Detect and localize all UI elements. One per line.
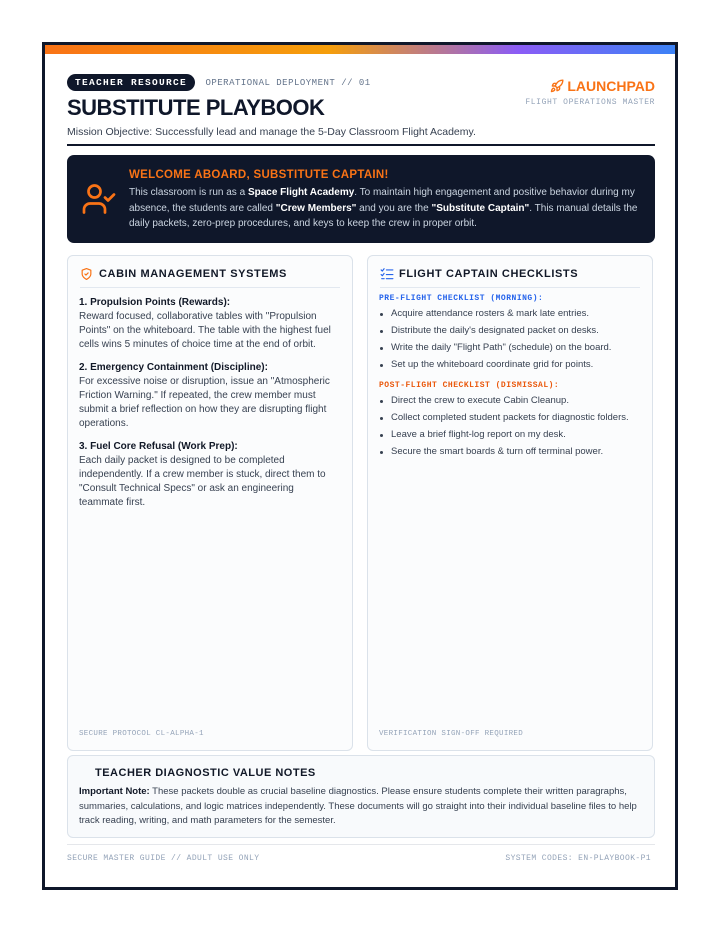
postflight-list — [379, 395, 641, 458]
list-item: Direct the crew to execute Cabin Cleanup. — [379, 395, 641, 407]
welcome-emphasis: "Substitute Captain" — [431, 202, 530, 214]
rule-item — [79, 296, 341, 352]
deployment-label: OPERATIONAL DEPLOYMENT // 01 — [205, 77, 371, 88]
page-title: SUBSTITUTE PLAYBOOK — [67, 95, 325, 120]
cabin-rules-list — [79, 296, 341, 519]
checklists-card-footer: VERIFICATION SIGN-OFF REQUIRED — [379, 730, 524, 738]
footer-divider — [67, 844, 655, 845]
header-divider — [67, 144, 655, 146]
list-item: Secure the smart boards & turn off terminal power. — [379, 446, 641, 458]
checklists-card — [367, 255, 653, 751]
brand-block — [525, 78, 655, 107]
brand-subtitle: FLIGHT OPERATIONS MASTER — [525, 98, 655, 107]
brand-logo — [525, 78, 655, 94]
postflight-heading: POST-FLIGHT CHECKLIST (DISMISSAL): — [379, 381, 560, 390]
cabin-card-footer: SECURE PROTOCOL CL-ALPHA-1 — [79, 730, 204, 738]
welcome-banner — [67, 155, 655, 243]
playbook-page — [42, 42, 678, 890]
list-item: Set up the whiteboard coordinate grid for points. — [379, 359, 641, 371]
welcome-text: . To maintain high engagement and positive behavior during my absence, the students are called — [129, 187, 635, 214]
cabin-card-header — [80, 267, 340, 288]
rule-heading: 3. Fuel Core Refusal (Work Prep): — [79, 441, 238, 452]
footer-right: SYSTEM CODES: EN-PLAYBOOK-P1 — [505, 854, 651, 863]
list-item: Acquire attendance rosters & mark late entries. — [379, 308, 641, 320]
notes-title: TEACHER DIAGNOSTIC VALUE NOTES — [95, 767, 316, 779]
welcome-emphasis: Space Flight Academy — [247, 187, 355, 198]
gradient-top-bar — [45, 45, 675, 54]
shield-check-icon — [80, 267, 93, 281]
user-check-icon — [81, 181, 117, 217]
list-item: Leave a brief flight-log report on my desk. — [379, 429, 641, 441]
notes-lead: Important Note: — [79, 786, 150, 797]
checklists-card-header — [380, 267, 640, 288]
list-check-icon — [380, 267, 394, 281]
brand-name: LAUNCHPAD — [567, 78, 655, 94]
welcome-emphasis: "Crew Members" — [275, 202, 357, 214]
diagnostic-notes — [67, 755, 655, 838]
footer-left: SECURE MASTER GUIDE // ADULT USE ONLY — [67, 854, 260, 863]
welcome-text: This classroom is run as a — [129, 187, 248, 198]
rule-body: For excessive noise or disruption, issue an "Atmospheric Friction Warning." If repeated, the crew member must submit a brief reflection on how they are disrupting flight operations. — [79, 376, 330, 429]
list-item: Write the daily "Flight Path" (schedule) on the board. — [379, 342, 641, 354]
welcome-body — [129, 185, 639, 232]
list-item: Collect completed student packets for diagnostic folders. — [379, 412, 641, 424]
notes-text: These packets double as crucial baseline diagnostics. Please ensure students complete their written paragraphs, summaries, calculations, and logic matrices independently. These documents will go straight into their individual baseline files to help track reading, writing, and math parameters for the semester. — [79, 786, 637, 826]
page-header — [67, 74, 655, 146]
rule-heading: 1. Propulsion Points (Rewards): — [79, 297, 231, 308]
resource-pill: TEACHER RESOURCE — [67, 74, 195, 91]
rule-item — [79, 440, 341, 510]
cabin-card-title: CABIN MANAGEMENT SYSTEMS — [99, 268, 287, 280]
checklists-card-title: FLIGHT CAPTAIN CHECKLISTS — [399, 268, 579, 280]
cabin-management-card — [67, 255, 353, 751]
welcome-text: and you are the — [356, 202, 432, 214]
preflight-list — [379, 308, 641, 371]
checklists-body — [379, 294, 641, 463]
notes-body — [79, 785, 639, 829]
rule-body: Reward focused, collaborative tables with "Propulsion Points" on the whiteboard. The table with the highest fuel cells wins 5 minutes of choice time at the end of orbit. — [79, 311, 331, 350]
welcome-text: . This manual details the daily packets, zero-prep procedures, and keys to keep the crew in proper orbit. — [129, 202, 638, 229]
rule-body: Each daily packet is designed to be completed independently. If a crew member is stuck, direct them to "Consult Technical Specs" or ask an engineering teammate first. — [79, 455, 326, 508]
rocket-icon — [550, 79, 564, 93]
welcome-title: WELCOME ABOARD, SUBSTITUTE CAPTAIN! — [129, 169, 389, 181]
rule-heading: 2. Emergency Containment (Discipline): — [79, 362, 268, 373]
rule-item — [79, 361, 341, 431]
preflight-heading: PRE-FLIGHT CHECKLIST (MORNING): — [379, 294, 544, 303]
list-item: Distribute the daily's designated packet on desks. — [379, 325, 641, 337]
mission-objective: Mission Objective: Successfully lead and manage the 5-Day Classroom Flight Academy. — [67, 126, 476, 138]
